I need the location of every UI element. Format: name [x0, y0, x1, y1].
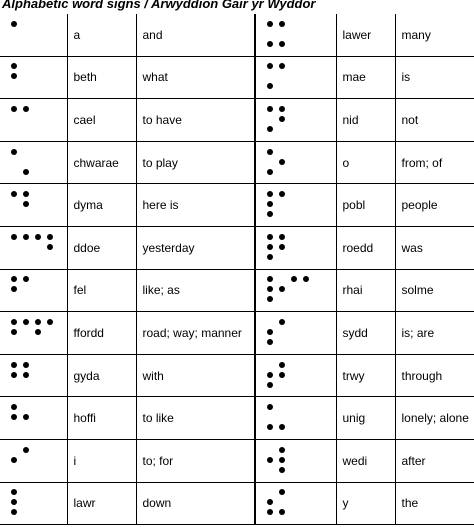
- english-meaning-left: down: [136, 482, 255, 525]
- braille-dot-1: [11, 404, 17, 410]
- welsh-word-right: wedi: [336, 439, 395, 482]
- english-meaning-left: to; for: [136, 439, 255, 482]
- welsh-word-left: i: [67, 439, 136, 482]
- braille-sign-icon: [256, 270, 316, 310]
- welsh-word-left: beth: [67, 56, 136, 99]
- braille-dot-3: [267, 424, 273, 430]
- braille-dot-1: [35, 234, 41, 240]
- braille-cell-right: [255, 141, 336, 184]
- braille-dot-6: [279, 467, 285, 473]
- welsh-word-left: dyma: [67, 184, 136, 227]
- english-meaning-left: to like: [136, 397, 255, 440]
- braille-dot-3: [11, 509, 17, 515]
- braille-cell-left: [0, 99, 67, 142]
- braille-dot-5: [279, 286, 285, 292]
- braille-dot-4: [23, 319, 29, 325]
- english-meaning-left: to have: [136, 99, 255, 142]
- welsh-word-right: nid: [336, 99, 395, 142]
- braille-dot-3: [267, 382, 273, 388]
- braille-dot-5: [23, 414, 29, 420]
- table-row: [0, 141, 474, 184]
- braille-dot-2: [267, 329, 273, 335]
- braille-sign-icon: [256, 313, 316, 353]
- braille-dot-4: [279, 447, 285, 453]
- braille-sign-icon: [256, 441, 316, 481]
- braille-dot-4: [279, 362, 285, 368]
- braille-dot-2: [11, 499, 17, 505]
- welsh-word-right: trwy: [336, 354, 395, 397]
- braille-dot-5: [279, 116, 285, 122]
- braille-dot-2: [11, 286, 17, 292]
- welsh-word-right: mae: [336, 56, 395, 99]
- braille-dot-1: [267, 106, 273, 112]
- braille-cell-right: [255, 269, 336, 312]
- english-meaning-right: is: [395, 56, 474, 99]
- braille-dot-1: [11, 21, 17, 27]
- braille-sign-icon: [256, 143, 316, 183]
- braille-dot-6: [23, 169, 29, 175]
- braille-sign-icon: [256, 100, 316, 140]
- braille-cell-right: [255, 99, 336, 142]
- braille-dot-1: [267, 276, 273, 282]
- english-meaning-left: with: [136, 354, 255, 397]
- braille-dot-3: [267, 509, 273, 515]
- table-body: [0, 14, 474, 525]
- english-meaning-right: lonely; alone: [395, 397, 474, 440]
- braille-dot-4: [23, 362, 29, 368]
- braille-dot-6: [279, 509, 285, 515]
- braille-dot-5: [279, 244, 285, 250]
- table-row: [0, 397, 474, 440]
- braille-dot-4: [279, 21, 285, 27]
- braille-dot-4: [279, 106, 285, 112]
- braille-dot-3: [267, 41, 273, 47]
- braille-cell-left: [0, 354, 67, 397]
- braille-cell-left: [0, 312, 67, 355]
- braille-dot-4: [47, 319, 53, 325]
- braille-dot-1: [267, 149, 273, 155]
- welsh-word-right: rhai: [336, 269, 395, 312]
- braille-cell-left: [0, 56, 67, 99]
- braille-dot-1: [35, 319, 41, 325]
- braille-sign-icon: [0, 441, 60, 481]
- welsh-word-right: sydd: [336, 312, 395, 355]
- braille-cell-left: [0, 141, 67, 184]
- braille-dot-5: [47, 244, 53, 250]
- braille-sign-icon: [0, 57, 60, 97]
- braille-dot-4: [23, 447, 29, 453]
- braille-dot-2: [267, 286, 273, 292]
- table-row: [0, 354, 474, 397]
- english-meaning-left: what: [136, 56, 255, 99]
- braille-dot-2: [267, 372, 273, 378]
- braille-dot-1: [267, 404, 273, 410]
- welsh-word-left: gyda: [67, 354, 136, 397]
- welsh-word-right: roedd: [336, 226, 395, 269]
- braille-sign-icon: [0, 483, 60, 523]
- braille-dot-2: [267, 244, 273, 250]
- braille-dot-4: [23, 234, 29, 240]
- english-meaning-right: not: [395, 99, 474, 142]
- braille-sign-icon: [256, 483, 316, 523]
- braille-sign-icon: [256, 398, 316, 438]
- braille-sign-icon: [0, 15, 60, 55]
- welsh-word-left: hoffi: [67, 397, 136, 440]
- braille-sign-icon: [0, 398, 60, 438]
- braille-dot-4: [23, 191, 29, 197]
- table-row: [0, 269, 474, 312]
- braille-dot-2: [267, 457, 273, 463]
- braille-dot-2: [267, 499, 273, 505]
- braille-dot-3: [267, 296, 273, 302]
- table-row: [0, 482, 474, 525]
- braille-cell-right: [255, 439, 336, 482]
- braille-cell-left: [0, 184, 67, 227]
- braille-sign-icon: [256, 57, 316, 97]
- braille-sign-icon: [256, 228, 316, 268]
- table-row: [0, 14, 474, 56]
- welsh-word-left: ddoe: [67, 226, 136, 269]
- english-meaning-right: from; of: [395, 141, 474, 184]
- english-meaning-right: after: [395, 439, 474, 482]
- welsh-word-right: lawer: [336, 14, 395, 56]
- table-row: [0, 312, 474, 355]
- braille-dot-3: [267, 211, 273, 217]
- braille-dot-1: [11, 362, 17, 368]
- english-meaning-left: road; way; manner: [136, 312, 255, 355]
- braille-dot-3: [267, 169, 273, 175]
- braille-dot-2: [267, 201, 273, 207]
- english-meaning-right: solme: [395, 269, 474, 312]
- braille-cell-right: [255, 312, 336, 355]
- braille-dot-4: [279, 191, 285, 197]
- table-row: [0, 226, 474, 269]
- braille-cell-left: [0, 226, 67, 269]
- braille-dot-2: [35, 329, 41, 335]
- braille-dot-3: [267, 126, 273, 132]
- english-meaning-right: many: [395, 14, 474, 56]
- braille-dot-5: [23, 201, 29, 207]
- table-row: [0, 56, 474, 99]
- braille-dot-2: [11, 73, 17, 79]
- braille-dot-4: [279, 63, 285, 69]
- english-meaning-right: through: [395, 354, 474, 397]
- braille-dot-6: [279, 424, 285, 430]
- welsh-word-left: lawr: [67, 482, 136, 525]
- braille-cell-left: [0, 269, 67, 312]
- braille-dot-1: [11, 191, 17, 197]
- braille-dot-1: [11, 276, 17, 282]
- braille-dot-4: [23, 276, 29, 282]
- braille-dot-2: [11, 372, 17, 378]
- braille-dot-1: [267, 234, 273, 240]
- table-row: [0, 184, 474, 227]
- braille-dot-1: [11, 234, 17, 240]
- english-meaning-right: was: [395, 226, 474, 269]
- braille-dot-1: [11, 149, 17, 155]
- braille-dot-1: [11, 319, 17, 325]
- braille-dot-4: [23, 106, 29, 112]
- braille-dot-2: [11, 414, 17, 420]
- welsh-word-left: chwarae: [67, 141, 136, 184]
- braille-dot-1: [291, 276, 297, 282]
- braille-cell-right: [255, 56, 336, 99]
- braille-dot-2: [11, 457, 17, 463]
- braille-dot-1: [11, 106, 17, 112]
- welsh-word-right: o: [336, 141, 395, 184]
- english-meaning-left: and: [136, 14, 255, 56]
- page-title: Alphabetic word signs / Arwyddion Gair yr Wyddor: [2, 0, 316, 11]
- braille-sign-icon: [0, 313, 60, 353]
- english-meaning-left: yesterday: [136, 226, 255, 269]
- braille-dot-1: [267, 21, 273, 27]
- braille-sign-icon: [0, 228, 60, 268]
- braille-sign-icon: [0, 185, 60, 225]
- braille-cell-right: [255, 354, 336, 397]
- braille-cell-right: [255, 14, 336, 56]
- welsh-word-right: unig: [336, 397, 395, 440]
- braille-cell-left: [0, 397, 67, 440]
- braille-dot-5: [23, 372, 29, 378]
- welsh-word-right: pobl: [336, 184, 395, 227]
- braille-dot-4: [279, 234, 285, 240]
- braille-cell-right: [255, 482, 336, 525]
- braille-sign-icon: [256, 356, 316, 396]
- table-row: [0, 439, 474, 482]
- braille-sign-icon: [0, 100, 60, 140]
- word-signs-table: [0, 14, 474, 525]
- braille-dot-4: [279, 319, 285, 325]
- english-meaning-left: like; as: [136, 269, 255, 312]
- braille-dot-3: [267, 83, 273, 89]
- braille-dot-4: [47, 234, 53, 240]
- braille-sign-icon: [0, 356, 60, 396]
- welsh-word-left: cael: [67, 99, 136, 142]
- braille-dot-5: [279, 372, 285, 378]
- braille-dot-4: [303, 276, 309, 282]
- braille-dot-1: [267, 63, 273, 69]
- english-meaning-left: here is: [136, 184, 255, 227]
- braille-sign-icon: [256, 185, 316, 225]
- braille-dot-5: [279, 159, 285, 165]
- welsh-word-left: a: [67, 14, 136, 56]
- english-meaning-right: is; are: [395, 312, 474, 355]
- braille-cell-right: [255, 184, 336, 227]
- braille-cell-left: [0, 439, 67, 482]
- english-meaning-left: to play: [136, 141, 255, 184]
- english-meaning-right: the: [395, 482, 474, 525]
- braille-cell-left: [0, 14, 67, 56]
- braille-dot-6: [279, 41, 285, 47]
- braille-dot-4: [279, 489, 285, 495]
- braille-dot-5: [279, 457, 285, 463]
- english-meaning-right: people: [395, 184, 474, 227]
- braille-dot-1: [11, 489, 17, 495]
- table-row: [0, 99, 474, 142]
- welsh-word-left: ffordd: [67, 312, 136, 355]
- braille-dot-1: [267, 191, 273, 197]
- braille-sign-icon: [256, 15, 316, 55]
- braille-sign-icon: [0, 143, 60, 183]
- welsh-word-left: fel: [67, 269, 136, 312]
- braille-cell-left: [0, 482, 67, 525]
- braille-sign-icon: [0, 270, 60, 310]
- braille-dot-1: [11, 63, 17, 69]
- braille-dot-3: [267, 339, 273, 345]
- braille-dot-2: [11, 329, 17, 335]
- braille-cell-right: [255, 226, 336, 269]
- welsh-word-right: y: [336, 482, 395, 525]
- braille-cell-right: [255, 397, 336, 440]
- braille-dot-3: [267, 254, 273, 260]
